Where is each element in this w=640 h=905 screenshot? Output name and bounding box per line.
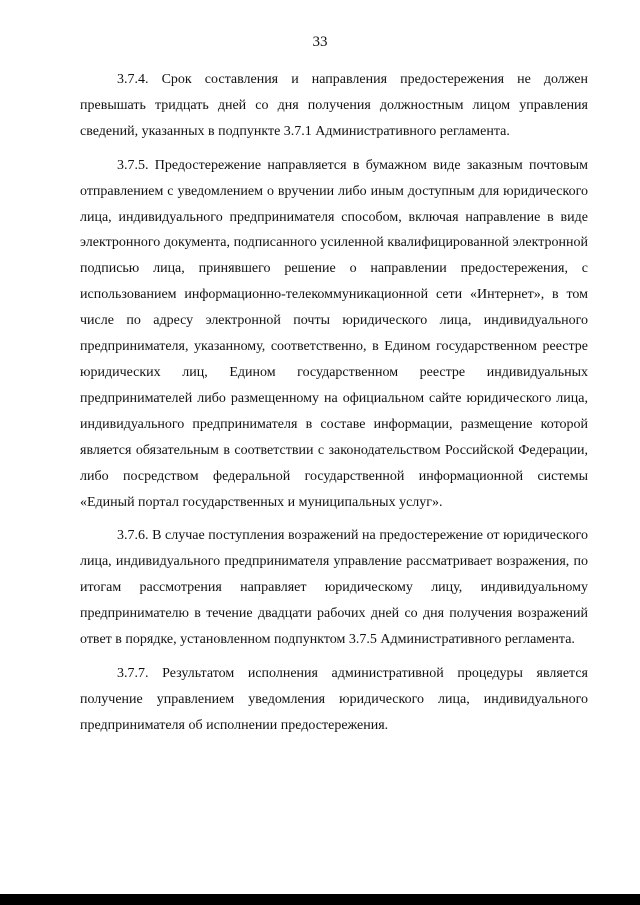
document-body	[80, 67, 588, 747]
paragraph-3-7-5: 3.7.5. Предостережение направляется в бумажном виде заказным почтовым отправлением с уведомлением о вручении либо иным доступным для юридического лица, индивидуального предпринимателя способом, включая направление в виде электронного документа, подписанного усиленной квалифицированной электронной подписью лица, принявшего решение о направлении предостережения, с использованием информационно-телекоммуникационной сети «Интернет», в том числе по адресу электронной почты юридического лица, индивидуального предпринимателя, указанному, соответственно, в Едином государственном реестре юридических лиц, Едином государственном реестре индивидуальных предпринимателей либо размещенному на официальном сайте юридического лица, индивидуального предпринимателя в составе информации, размещение которой является обязательным в соответствии с законодательством Российской Федерации, либо посредством федеральной государственной информационной системы «Единый портал государственных и муниципальных услуг».	[80, 157, 588, 510]
paragraph-3-7-6: 3.7.6. В случае поступления возражений на предостережение от юридического лица, индивидуального предпринимателя управление рассматривает возражения, по итогам рассмотрения направляет юридическому лицу, индивидуальному предпринимателю в течение двадцати рабочих дней со дня получения возражений ответ в порядке, установленном подпунктом 3.7.5 Административного регламента.	[80, 528, 588, 648]
page-number: 33	[312, 34, 328, 50]
paragraph-3-7-4: 3.7.4. Срок составления и направления предостережения не должен превышать тридцать дней со дня получения должностным лицом управления сведений, указанных в подпункте 3.7.1 Административного регламента.	[80, 72, 588, 139]
paragraph-3-7-7: 3.7.7. Результатом исполнения административной процедуры является получение управлением уведомления юридического лица, индивидуального предпринимателя об исполнении предостережения.	[80, 665, 588, 733]
scan-edge-bar	[0, 894, 640, 905]
